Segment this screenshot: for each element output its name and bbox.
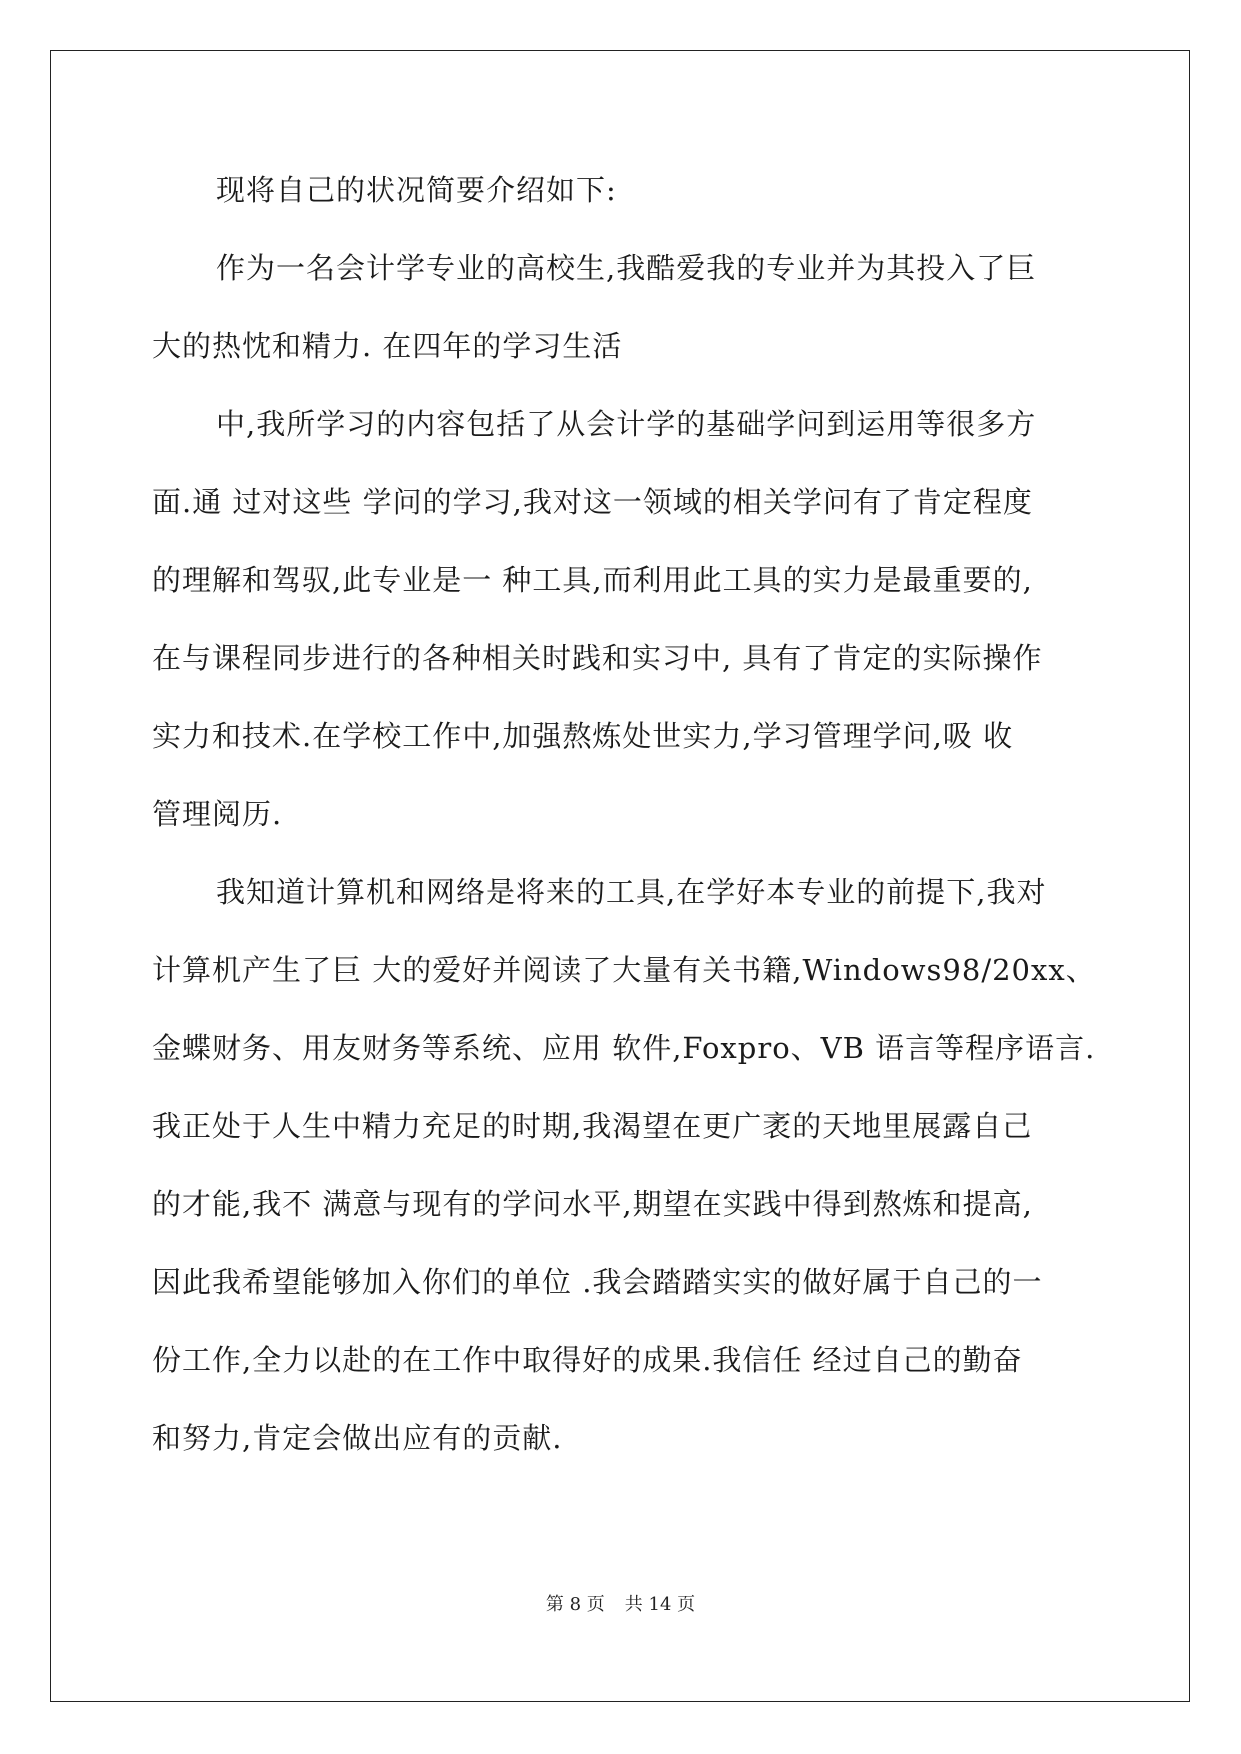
paragraph-line: 和努力,肯定会做出应有的贡献. xyxy=(152,1421,563,1455)
paragraph-line: 我正处于人生中精力充足的时期,我渴望在更广袤的天地里展露自己 xyxy=(152,1109,1033,1143)
document-body xyxy=(152,162,1096,1488)
paragraph-line: 作为一名会计学专业的高校生,我酷爱我的专业并为其投入了巨 xyxy=(216,251,1037,285)
paragraph-line: 的才能,我不 满意与现有的学问水平,期望在实践中得到熬炼和提高, xyxy=(152,1187,1033,1221)
paragraph-line: 管理阅历. xyxy=(152,797,283,831)
page-footer xyxy=(0,1590,1241,1616)
page-number-current: 第 8 页 xyxy=(545,1594,605,1615)
paragraph-line: 份工作,全力以赴的在工作中取得好的成果.我信任 经过自己的勤奋 xyxy=(152,1343,1023,1377)
paragraph-line: 计算机产生了巨 大的爱好并阅读了大量有关书籍,Windows98/20xx、 xyxy=(152,953,1096,987)
page-number-total: 共 14 页 xyxy=(624,1594,696,1615)
paragraph-line: 面.通 过对这些 学问的学习,我对这一领域的相关学问有了肯定程度 xyxy=(152,485,1033,519)
paragraph-line: 因此我希望能够加入你们的单位 .我会踏踏实实的做好属于自己的一 xyxy=(152,1265,1043,1299)
paragraph-line: 金蝶财务、用友财务等系统、应用 软件,Foxpro、VB 语言等程序语言. xyxy=(152,1031,1096,1065)
paragraph-line: 实力和技术.在学校工作中,加强熬炼处世实力,学习管理学问,吸 收 xyxy=(152,719,1014,753)
paragraph-line: 大的热忱和精力. 在四年的学习生活 xyxy=(152,329,623,363)
paragraph-line: 现将自己的状况简要介绍如下: xyxy=(216,173,617,207)
paragraph-line: 我知道计算机和网络是将来的工具,在学好本专业的前提下,我对 xyxy=(216,875,1047,909)
paragraph-line: 的理解和驾驭,此专业是一 种工具,而利用此工具的实力是最重要的, xyxy=(152,563,1033,597)
paragraph-line: 中,我所学习的内容包括了从会计学的基础学问到运用等很多方 xyxy=(216,407,1037,441)
paragraph-line: 在与课程同步进行的各种相关时践和实习中, 具有了肯定的实际操作 xyxy=(152,641,1043,675)
